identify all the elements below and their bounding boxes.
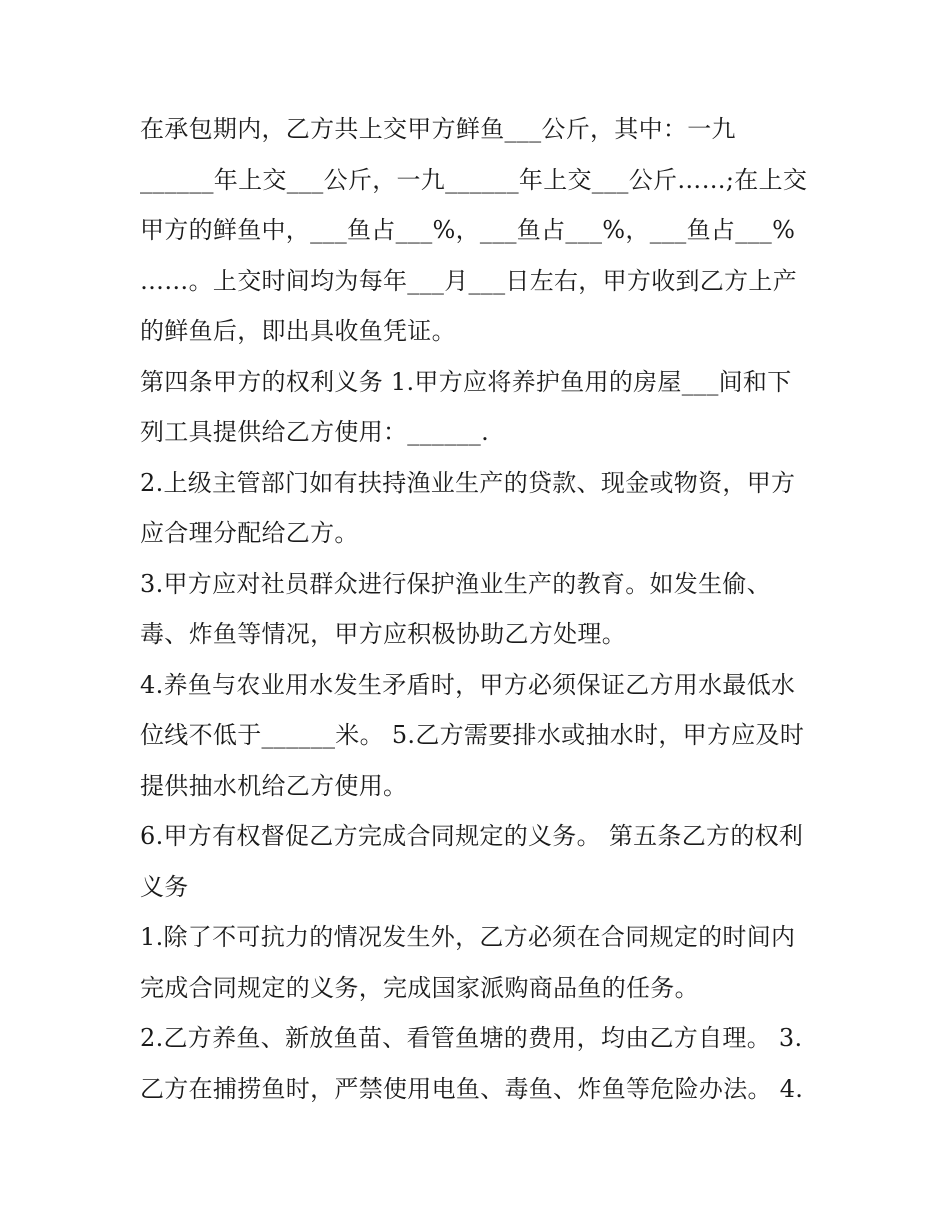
text-line: ……。上交时间均为每年___月___日左右，甲方收到乙方上产 <box>140 266 797 295</box>
section-five-heading-line: 6.甲方有权督促乙方完成合同规定的义务。 第五条乙方的权利 <box>140 822 804 850</box>
text-line: 3.甲方应对社员群众进行保护渔业生产的教育。如发生偷、 <box>140 569 771 598</box>
text-line: ______年上交___公斤，一九______年上交___公斤……;在上交 <box>140 165 808 194</box>
text-line: 乙方在捕捞鱼时，严禁使用电鱼、毒鱼、炸鱼等危险办法。 4. <box>140 1074 804 1103</box>
text-line: 的鲜鱼后，即出具收鱼凭证。 <box>140 317 456 345</box>
document-body <box>140 104 815 1114</box>
text-line: 2.乙方养鱼、新放鱼苗、看管鱼塘的费用，均由乙方自理。 3. <box>140 1024 803 1052</box>
text-line: 位线不低于______米。 5.乙方需要排水或抽水时，甲方应及时 <box>140 721 805 749</box>
text-line: 2.上级主管部门如有扶持渔业生产的贷款、现金或物资，甲方 <box>140 468 796 497</box>
text-line: 义务 <box>140 872 189 901</box>
text-line: 完成合同规定的义务，完成国家派购商品鱼的任务。 <box>140 973 699 1002</box>
text-line: 甲方的鲜鱼中，___鱼占___%，___鱼占___%，___鱼占___% <box>140 216 796 244</box>
text-line: 4.养鱼与农业用水发生矛盾时，甲方必须保证乙方用水最低水 <box>140 670 796 699</box>
section-four-heading-line: 第四条甲方的权利义务 1.甲方应将养护鱼用的房屋___间和下 <box>140 367 792 396</box>
text-line: 毒、炸鱼等情况，甲方应积极协助乙方处理。 <box>140 620 626 648</box>
text-line: 1.除了不可抗力的情况发生外，乙方必须在合同规定的时间内 <box>140 923 796 951</box>
text-line: 提供抽水机给乙方使用。 <box>140 771 408 800</box>
text-line: 在承包期内，乙方共上交甲方鲜鱼___公斤，其中：一九 <box>140 115 736 143</box>
text-line: 应合理分配给乙方。 <box>140 519 359 547</box>
text-line: 列工具提供给乙方使用：______. <box>140 418 490 446</box>
